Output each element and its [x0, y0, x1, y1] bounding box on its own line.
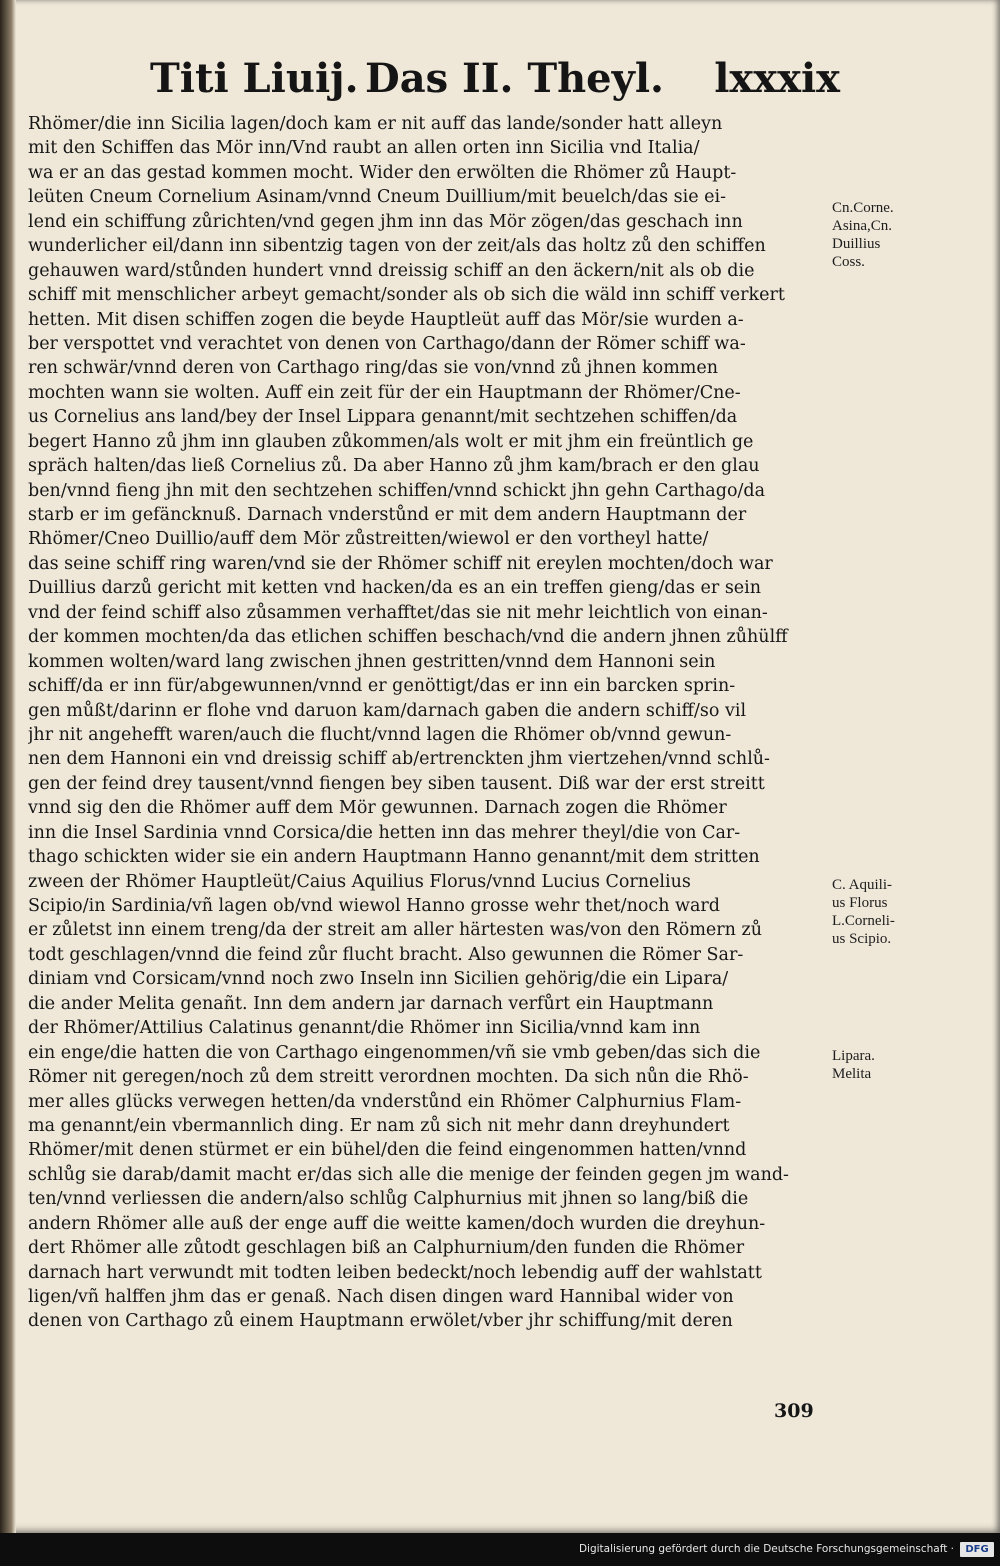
text-line: Scipio/in Sardinia/vñ lagen ob/vnd wiewol Hanno grosse wehr thet/noch ward [28, 896, 721, 916]
text-line: Rhömer/Cneo Duillio/auff dem Mör zůstreitten/wiewol er den vortheyl hatte/ [28, 529, 709, 550]
text-line: vnd der feind schiff also zůsammen verhafftet/das sie nit mehr leichtlich von einan- [28, 602, 768, 623]
page-gutter-shadow [0, 0, 16, 1533]
text-line: mit den Schiffen das Mör inn/Vnd raubt an allen orten inn Sicilia vnd Italia/ [28, 138, 700, 159]
text-line: andern Rhömer alle auß der enge auff die weitte kamen/doch wurden die dreyhun- [28, 1213, 766, 1234]
text-line: das seine schiff ring waren/vnd sie der Rhömer schiff nit ereylen mochten/doch war [28, 553, 773, 574]
text-line: mochten wann sie wolten. Auff ein zeit für der ein Hauptmann der Rhömer/Cne- [28, 382, 741, 403]
text-line: Rhömer/die inn Sicilia lagen/doch kam er nit auff das lande/sonder hatt alleyn [28, 114, 723, 134]
text-line: schlůg sie darab/damit macht er/das sich alle die menige der feinden gegen jm wand- [28, 1164, 789, 1185]
margin-note-islands [832, 1047, 942, 1083]
text-line: starb er im gefäncknuß. Darnach vnderstůnd er mit dem andern Hauptmann der [28, 505, 747, 525]
text-line: begert Hanno zů jhm inn glauben zůkommen/als wolt er mit jhm ein freüntlich ge [28, 431, 754, 452]
text-line: wa er an das gestad kommen mocht. Wider den erwölten die Rhömer zů Haupt- [28, 162, 737, 183]
margin-note-line: Coss. [832, 254, 865, 270]
text-line: ma genannt/ein vbermannlich ding. Er nam zů sich nit mehr dann dreyhundert [28, 1115, 730, 1136]
margin-note-line: C. Aquili- [832, 877, 893, 893]
text-line: ten/vnnd verliessen die andern/also schlůg Calphurnius mit jhnen so lang/biß die [28, 1189, 749, 1210]
running-head-page-number: lxxxix [714, 55, 840, 102]
footer-bar [0, 1533, 1000, 1566]
margin-note-commanders [832, 876, 942, 948]
funding-notice: Digitalisierung gefördert durch die Deutsche Forschungsgemeinschaft · [578, 1543, 954, 1555]
running-head-left: Titi Liuij. [150, 55, 359, 102]
running-head-center: Das II. Theyl. [365, 55, 664, 102]
text-line: denen von Carthago zů einem Hauptmann erwölet/vber jhr schiffung/mit deren [28, 1311, 733, 1332]
text-line: gen der feind drey tausent/vnnd fiengen bey siben tausent. Diß war der erst streitt [28, 773, 765, 794]
text-line: ligen/vñ halffen jhm das er genaß. Nach disen dingen ward Hannibal wider von [28, 1287, 734, 1307]
margin-note-line: us Scipio. [832, 931, 892, 947]
text-line: diniam vnd Corsicam/vnnd noch zwo Inseln inn Sicilien gehörig/die ein Lipara/ [28, 969, 729, 990]
signature-folio: 309 [774, 1400, 814, 1422]
text-line: todt geschlagen/vnnd die feind zůr flucht bracht. Also gewunnen die Römer Sar- [28, 944, 744, 965]
text-line: inn die Insel Sardinia vnnd Corsica/die hetten inn das mehrer theyl/die von Car- [28, 822, 741, 843]
text-line: Römer nit geregen/noch zů dem streitt verordnen mochten. Da sich nůn die Rhö- [28, 1067, 749, 1088]
text-line: kommen wolten/ward lang zwischen jhnen gestritten/vnnd dem Hannoni sein [28, 651, 716, 672]
text-line: schiff/da er inn für/abgewunnen/vnnd er genöttigt/das er inn ein barcken sprin- [28, 676, 736, 697]
text-line: spräch halten/das ließ Cornelius zů. Da aber Hanno zů jhm kam/brach er den glau [28, 456, 760, 477]
text-line: der kommen mochten/da das etlichen schiffen beschach/vnd die andern jhnen zůhülff [28, 627, 788, 648]
margin-note-line: us Florus [832, 895, 888, 911]
margin-note-line: Cn.Corne. [832, 200, 894, 216]
margin-note-consuls [832, 199, 942, 271]
text-line: lend ein schiffung zůrichten/vnd gegen jhm inn das Mör zögen/das geschach inn [28, 211, 743, 232]
text-line: gehauwen ward/stůnden hundert vnnd dreissig schiff an den äckern/nit als ob die [28, 260, 755, 281]
margin-note-line: Duillius [832, 236, 881, 252]
text-line: ren schwär/vnnd deren von Carthago ring/das sie von/vnnd zů jhnen kommen [28, 358, 719, 379]
margin-note-line: L.Corneli- [832, 913, 895, 929]
dfg-logo: DFG [960, 1542, 994, 1557]
text-line: Duillius darzů gericht mit ketten vnd hacken/da es an ein treffen gieng/das er sein [28, 578, 762, 599]
text-line: Rhömer/mit denen stürmet er ein bühel/den die feind eingenommen hatten/vnnd [28, 1140, 747, 1161]
text-line: wunderlicher eil/dann inn sibentzig tagen von der zeit/als das holtz zů den schiffen [28, 236, 766, 257]
text-line: leüten Cneum Cornelium Asinam/vnnd Cneum Duillium/mit beuelch/das sie ei- [28, 187, 727, 208]
text-line: nen dem Hannoni ein vnd dreissig schiff ab/ertrenckten jhm viertzehen/vnnd schlů- [28, 749, 770, 770]
text-line: mer alles glücks verwegen hetten/da vnderstůnd ein Rhömer Calphurnius Flam- [28, 1091, 742, 1112]
text-line: der Rhömer/Attilius Calatinus genannt/die Rhömer inn Sicilia/vnnd kam inn [28, 1018, 701, 1039]
text-line: die ander Melita genañt. Inn dem andern jar darnach verfůrt ein Hauptmann [28, 993, 714, 1014]
text-line: ben/vnnd fieng jhn mit den sechtzehen schiffen/vnnd schickt jhn gehn Carthago/da [28, 480, 766, 501]
text-line: er zůletst inn einem treng/da der streit am aller härtesten was/von den Römern zů [28, 920, 762, 941]
text-line: ein enge/die hatten die von Carthago eingenommen/vñ sie vmb geben/das sich die [28, 1042, 761, 1063]
text-line: hetten. Mit disen schiffen zogen die beyde Hauptleüt auff das Mör/sie wurden a- [28, 309, 744, 330]
text-line: zween der Rhömer Hauptleüt/Caius Aquilius Florus/vnnd Lucius Cornelius [28, 871, 691, 892]
text-line: jhr nit angehefft waren/auch die flucht/vnnd lagen die Rhömer ob/vnnd gewun- [28, 724, 732, 745]
text-line: us Cornelius ans land/bey der Insel Lippara genannt/mit sechtzehen schiffen/da [28, 407, 738, 428]
margin-note-line: Melita [832, 1066, 872, 1082]
text-line: gen můßt/darinn er flohe vnd daruon kam/darnach gaben die andern schiff/so vil [28, 700, 747, 721]
margin-note-line: Lipara. [832, 1048, 875, 1064]
body-text [28, 112, 826, 1334]
text-line: vnnd sig den die Rhömer auff dem Mör gewunnen. Darnach zogen die Rhömer [28, 798, 727, 819]
text-line: schiff mit menschlicher arbeyt gemacht/sonder als ob sich die wäld inn schiff verkert [28, 285, 785, 306]
text-line: thago schickten wider sie ein andern Hauptmann Hanno genannt/mit dem stritten [28, 847, 760, 868]
running-head [150, 46, 840, 112]
text-line: ber verspottet vnd verachtet von denen von Carthago/dann der Römer schiff wa- [28, 333, 746, 354]
text-line: darnach hart verwundt mit todten leiben bedeckt/noch lebendig auff der wahlstatt [28, 1262, 762, 1283]
margin-note-line: Asina,Cn. [832, 218, 892, 234]
text-line: dert Rhömer alle zůtodt geschlagen biß an Calphurnium/den funden die Rhömer [28, 1238, 745, 1259]
